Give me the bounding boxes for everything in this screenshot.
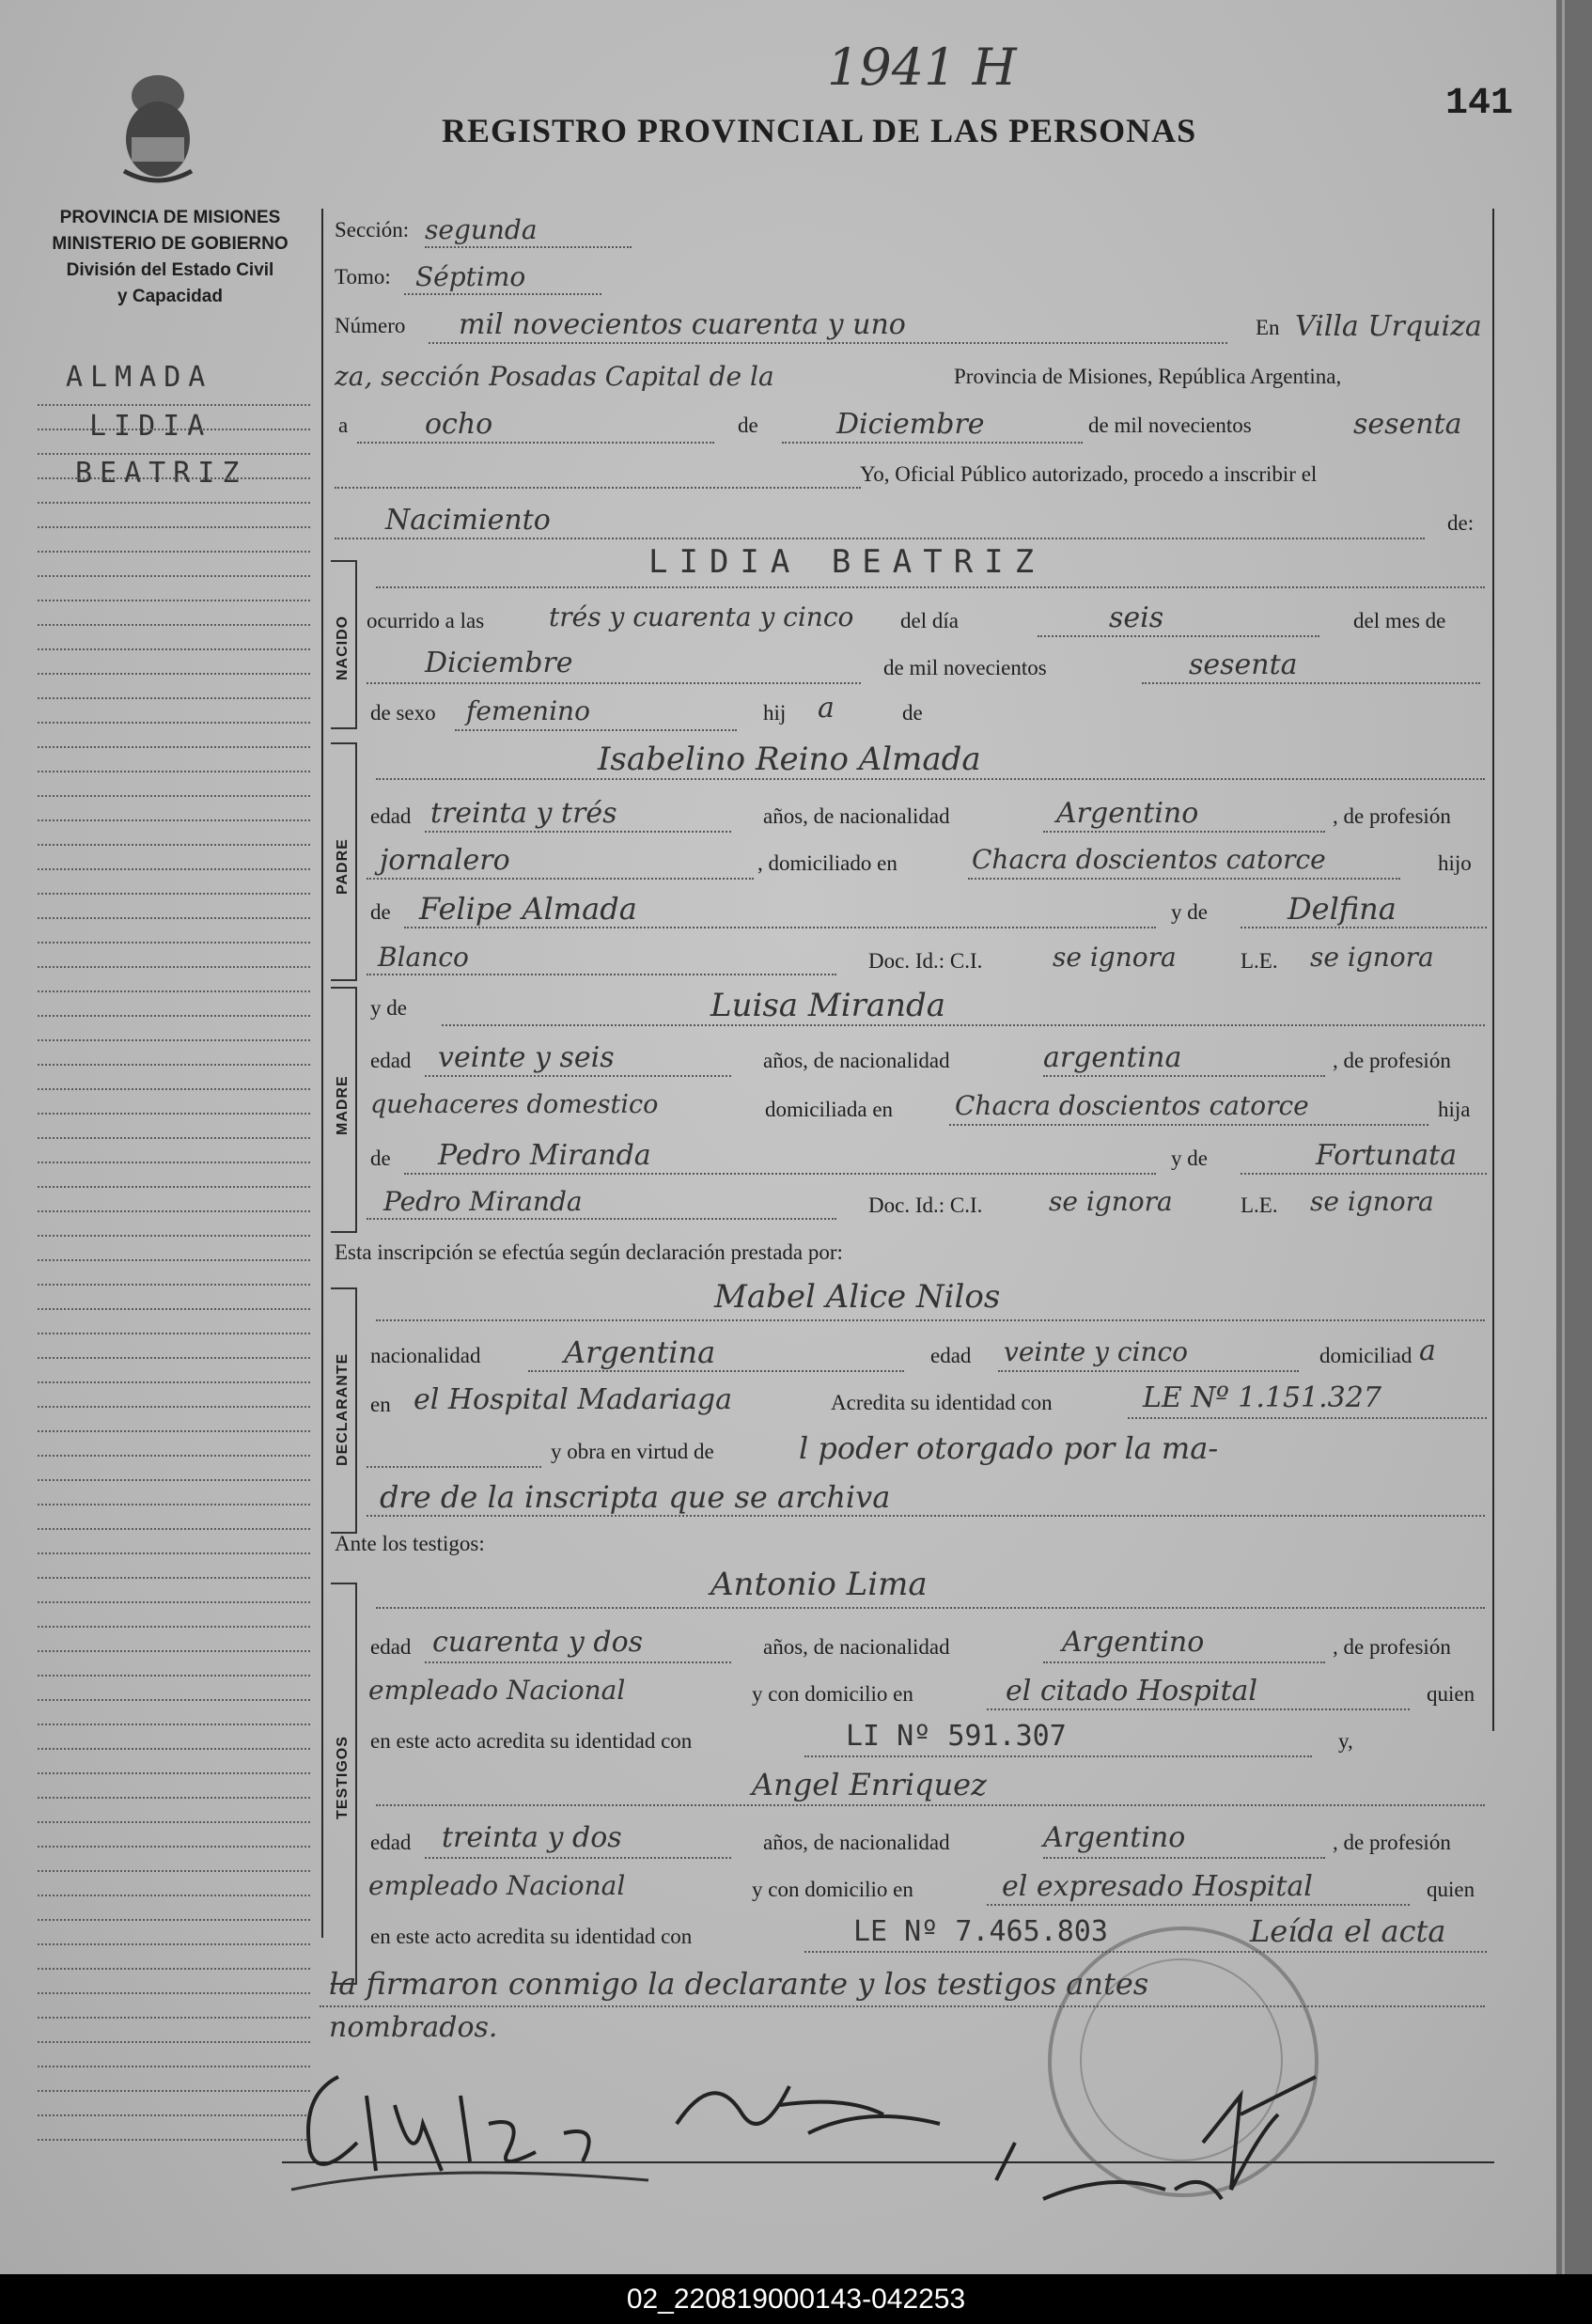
ledger-line (38, 1039, 310, 1041)
declarante-acredita-value: LE Nº 1.151.327 (1143, 1381, 1381, 1414)
ledger-line (38, 477, 310, 479)
ledger-line (38, 722, 310, 724)
nacido-de-label: de (902, 701, 923, 725)
scan-caption: 02_220819000143-042253 (0, 2274, 1592, 2324)
declarante-dom-suffix: a (1419, 1334, 1436, 1367)
ledger-line (38, 1235, 310, 1237)
anio-value: sesenta (1353, 408, 1462, 441)
padre-dom-label: , domiciliado en (757, 851, 897, 875)
testigo1-y-label: y, (1338, 1729, 1353, 1753)
madre-dom-label: domiciliada en (765, 1098, 894, 1121)
testigo2-dom: el expresado Hospital (1002, 1870, 1313, 1903)
coat-of-arms-emblem (115, 68, 201, 186)
declarante-obra-value: l poder otorgado por la ma- (799, 1430, 1219, 1466)
ledger-line (38, 1137, 310, 1139)
testigo2-nombre: Angel Enriquez (752, 1767, 987, 1802)
leida-text: Leída el acta (1250, 1913, 1446, 1949)
ledger-line (38, 868, 310, 870)
tomo-value: Séptimo (415, 261, 526, 292)
testigo2-nac-label: años, de nacionalidad (763, 1831, 950, 1854)
padre-prof-value: jornalero (380, 844, 510, 877)
ledger-line (38, 1259, 310, 1261)
ledger-line (38, 453, 310, 455)
ledger-line (38, 1430, 310, 1432)
division-label: División del Estado Civil (66, 260, 274, 280)
madre-doc-le: se ignora (1310, 1186, 1434, 1217)
ledger-line (38, 2066, 310, 2067)
nacido-mes-value: Diciembre (425, 647, 573, 679)
ledger-line (38, 2041, 310, 2043)
testigo1-prof-label: , de profesión (1333, 1635, 1451, 1659)
ledger-line (38, 2090, 310, 2092)
ledger-line (38, 1675, 310, 1677)
testigo1-acredita-label: en este acto acredita su identidad con (370, 1729, 693, 1753)
signature-testigo-1 (658, 2049, 959, 2161)
a-label: a (338, 413, 349, 437)
numero-value: mil novecientos cuarenta y uno (459, 308, 906, 341)
ledger-line (38, 771, 310, 772)
padre-y-de-label: y de (1171, 900, 1208, 924)
padre-de-label: de (370, 900, 391, 924)
ledger-line (38, 648, 310, 650)
ledger-line (38, 1210, 310, 1212)
madre-y-de-label: y de (370, 996, 407, 1020)
ledger-line (38, 526, 310, 528)
ledger-line (38, 1895, 310, 1896)
padre-madre-de-2: Blanco (378, 942, 469, 973)
ledger-line (38, 673, 310, 675)
ledger-line (38, 1577, 310, 1579)
ledger-line (38, 1724, 310, 1725)
ledger-line (38, 990, 310, 992)
ledger-line (38, 697, 310, 699)
padre-doc-le: se ignora (1310, 942, 1434, 973)
hijo-suffix: a (818, 692, 835, 725)
ledger-line (38, 1064, 310, 1066)
padre-nac-label: años, de nacionalidad (763, 804, 950, 828)
en-value-2: za, sección Posadas Capital de la (335, 361, 774, 392)
testigo2-quien-label: quien (1427, 1878, 1475, 1901)
ledger-line (38, 1528, 310, 1530)
madre-madre-de: Fortunata (1316, 1139, 1458, 1172)
main-frame-right (1492, 209, 1494, 1731)
acta-tipo: Nacimiento (385, 504, 551, 537)
testigo1-nac-label: años, de nacionalidad (763, 1635, 950, 1659)
testigo2-dom-label: y con domicilio en (752, 1878, 913, 1901)
hora-value: trés y cuarenta y cinco (549, 601, 854, 632)
ledger-line (38, 1284, 310, 1286)
section-label-madre: MADRE (335, 1075, 351, 1135)
en-label: En (1256, 316, 1280, 339)
padre-prof-label: , de profesión (1333, 804, 1451, 828)
testigo2-edad-label: edad (370, 1831, 412, 1854)
declarante-en-label: en (370, 1393, 391, 1416)
document-title: REGISTRO PROVINCIAL DE LAS PERSONAS (442, 112, 1197, 149)
padre-nombre: Isabelino Reino Almada (598, 741, 981, 778)
madre-le-label: L.E. (1241, 1193, 1278, 1217)
margin-given-name-1: LIDIA (89, 410, 212, 443)
province-label: PROVINCIA DE MISIONES (59, 208, 281, 227)
ledger-line (38, 1797, 310, 1799)
book-binding-edge (1556, 0, 1592, 2274)
testigo2-doc: LE Nº 7.465.803 (853, 1915, 1108, 1948)
madre-doc-ci: se ignora (1049, 1186, 1173, 1217)
nacido-anio-value: sesenta (1189, 648, 1298, 681)
ledger-line (38, 1992, 310, 1994)
padre-edad-value: treinta y trés (430, 797, 617, 830)
anio-label: de mil novecientos (1088, 413, 1252, 437)
ledger-line (38, 1650, 310, 1652)
testigo1-edad: cuarenta y dos (432, 1626, 644, 1659)
declarante-obra-value-2: dre de la inscripta que se archiva (380, 1479, 891, 1515)
ledger-line (38, 1846, 310, 1848)
sexo-label: de sexo (370, 701, 436, 725)
ledger-line (38, 819, 310, 821)
ledger-line (38, 1699, 310, 1701)
ledger-line (38, 1015, 310, 1017)
ledger-line (38, 1748, 310, 1750)
main-frame-left (321, 209, 323, 1938)
ledger-line (38, 624, 310, 626)
signature-declarante (282, 2039, 658, 2199)
ledger-line (38, 893, 310, 895)
declarante-nombre: Mabel Alice Nilos (714, 1278, 1001, 1316)
padre-madre-de: Delfina (1288, 891, 1397, 927)
ledger-line (38, 502, 310, 504)
madre-edad-value: veinte y seis (438, 1041, 615, 1074)
cierre-line-2: nombrados. (329, 2011, 498, 2044)
madre-dom-value: Chacra doscientos catorce (955, 1090, 1309, 1121)
ledger-line (38, 600, 310, 601)
ledger-line (38, 2017, 310, 2019)
ledger-line (38, 1113, 310, 1115)
declarante-edad-label: edad (930, 1344, 972, 1367)
ledger-line (38, 795, 310, 797)
testigo2-acredita-label: en este acto acredita su identidad con (370, 1925, 693, 1948)
padre-padre-de: Felipe Almada (419, 891, 637, 927)
padre-nac-value: Argentino (1056, 797, 1199, 830)
madre-doc-label: Doc. Id.: C.I. (868, 1193, 983, 1217)
madre-de-label: de (370, 1146, 391, 1170)
testigo1-dom: el citado Hospital (1006, 1675, 1257, 1708)
testigo1-dom-label: y con domicilio en (752, 1682, 913, 1706)
ledger-line (38, 1821, 310, 1823)
ledger-line (38, 1162, 310, 1163)
madre-prof-label: , de profesión (1333, 1049, 1451, 1072)
nacido-anio-label: de mil novecientos (883, 656, 1047, 679)
oficial-text: Yo, Oficial Público autorizado, procedo a inscribir el (860, 462, 1318, 486)
numero-label: Número (335, 314, 406, 337)
section-label-nacido: NACIDO (335, 615, 351, 680)
testigo1-nombre: Antonio Lima (710, 1566, 928, 1603)
ledger-line (38, 404, 310, 406)
testigo2-prof-label: , de profesión (1333, 1831, 1451, 1854)
testigo1-nac: Argentino (1062, 1626, 1205, 1659)
ocurrido-label: ocurrido a las (367, 609, 485, 632)
dia-value: ocho (425, 408, 493, 441)
ledger-line (38, 966, 310, 968)
testigo1-edad-label: edad (370, 1635, 412, 1659)
madre-nac-value: argentina (1043, 1041, 1182, 1074)
ledger-line (38, 1357, 310, 1359)
testigo1-prof: empleado Nacional (368, 1675, 626, 1706)
margin-surname: ALMADA (66, 361, 213, 394)
ledger-line (38, 575, 310, 577)
ledger-line (38, 1479, 310, 1481)
tomo-label: Tomo: (335, 265, 391, 289)
padre-edad-label: edad (370, 804, 412, 828)
ledger-line (38, 1968, 310, 1970)
ledger-line (38, 2139, 310, 2141)
ministry-header (34, 205, 306, 310)
madre-hija-label: hija (1438, 1098, 1471, 1121)
ledger-line (38, 917, 310, 919)
padre-le-label: L.E. (1241, 949, 1278, 973)
del-dia-label: del día (900, 609, 959, 632)
ledger-line (38, 1186, 310, 1188)
division-label-2: y Capacidad (117, 287, 223, 306)
ledger-line (38, 1919, 310, 1921)
seccion-label: Sección: (335, 218, 410, 242)
signature-testigo-2 (959, 2058, 1353, 2218)
provincia-text: Provincia de Misiones, República Argentina, (954, 365, 1342, 388)
testigo2-prof: empleado Nacional (368, 1870, 626, 1901)
testigo1-doc: LI Nº 591.307 (846, 1720, 1067, 1753)
declarante-acredita-label: Acredita su identidad con (831, 1391, 1053, 1414)
nacido-dia-value: seis (1109, 601, 1164, 634)
ledger-line (38, 746, 310, 748)
de-end-label: de: (1447, 511, 1475, 535)
ledger-line (38, 1381, 310, 1383)
ledger-line (38, 1943, 310, 1945)
testigo1-quien-label: quien (1427, 1682, 1475, 1706)
madre-madre-de-2: Pedro Miranda (383, 1186, 583, 1217)
declarante-nac-value: Argentina (564, 1334, 716, 1370)
madre-edad-label: edad (370, 1049, 412, 1072)
ledger-line (38, 1308, 310, 1310)
sexo-value: femenino (466, 695, 590, 726)
ledger-line (38, 551, 310, 553)
padre-dom-value: Chacra doscientos catorce (972, 844, 1326, 875)
ledger-line (38, 844, 310, 846)
ledger-line (38, 942, 310, 944)
ledger-line (38, 1552, 310, 1554)
testigos-intro: Ante los testigos: (335, 1532, 485, 1555)
testigo2-nac: Argentino (1043, 1821, 1186, 1854)
nacido-nombre: LIDIA BEATRIZ (648, 543, 1046, 581)
testigo2-edad: treinta y dos (442, 1821, 622, 1854)
margin-given-name-2: BEATRIZ (75, 457, 247, 490)
ledger-line (38, 429, 310, 430)
madre-nombre: Luisa Miranda (710, 987, 946, 1024)
madre-nac-label: años, de nacionalidad (763, 1049, 950, 1072)
section-label-declarante: DECLARANTE (335, 1352, 351, 1466)
padre-doc-ci: se ignora (1053, 942, 1177, 973)
section-label-padre: PADRE (335, 838, 351, 895)
declarante-obra-label: y obra en virtud de (551, 1440, 714, 1463)
declarante-edad-value: veinte y cinco (1004, 1336, 1189, 1367)
page-number: 141 (1445, 83, 1514, 125)
declarante-nac-label: nacionalidad (370, 1344, 481, 1367)
ledger-line (38, 1772, 310, 1774)
madre-prof-value: quehaceres domestico (370, 1090, 659, 1119)
ledger-line (38, 1601, 310, 1603)
hijo-label: hij (763, 701, 787, 725)
mes-value: Diciembre (836, 408, 985, 441)
en-value: Villa Urquiza (1295, 310, 1482, 343)
ledger-line (38, 1088, 310, 1090)
de-label: de (738, 413, 758, 437)
seccion-value: segunda (425, 214, 538, 245)
declarante-en-value: el Hospital Madariaga (414, 1383, 732, 1416)
padre-doc-label: Doc. Id.: C.I. (868, 949, 983, 973)
cierre-line-1: la firmaron conmigo la declarante y los testigos antes (329, 1966, 1149, 2002)
ledger-line (38, 1870, 310, 1872)
declarante-dom-label: domiciliad (1319, 1344, 1413, 1367)
ledger-line (38, 1504, 310, 1505)
ledger-line (38, 1455, 310, 1457)
section-label-testigos: TESTIGOS (335, 1736, 351, 1819)
ministry-label: MINISTERIO DE GOBIERNO (52, 234, 289, 254)
ledger-line (38, 2114, 310, 2116)
ledger-line (38, 1333, 310, 1334)
declarante-intro: Esta inscripción se efectúa según declaración prestada por: (335, 1240, 843, 1264)
padre-hijo-label: hijo (1438, 851, 1472, 875)
ledger-line (38, 1406, 310, 1408)
del-mes-label: del mes de (1353, 609, 1446, 632)
madre-padre-de: Pedro Miranda (438, 1139, 651, 1172)
ledger-line (38, 1626, 310, 1628)
madre-y-de-2-label: y de (1171, 1146, 1208, 1170)
year-note: 1941 H (827, 38, 1017, 97)
